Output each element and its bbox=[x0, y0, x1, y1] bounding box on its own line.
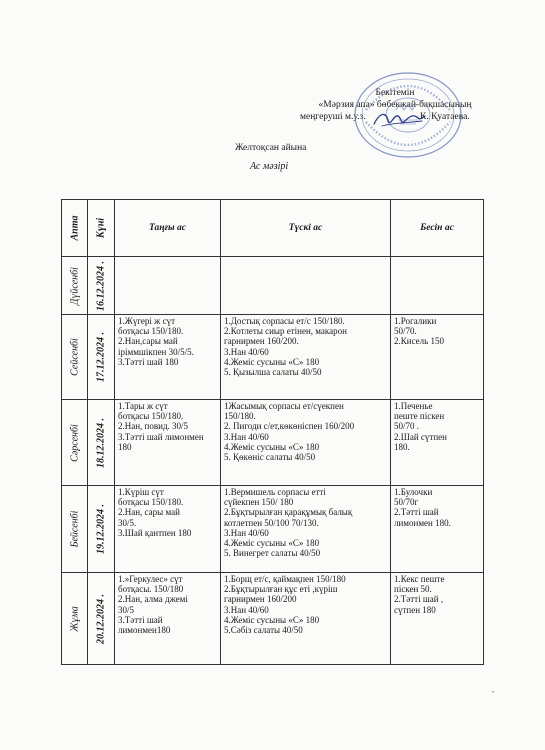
scan-speck: • bbox=[492, 690, 495, 696]
lunch-item: 2. Пигоди с/ет,көкөніспен 160/200 bbox=[224, 421, 355, 432]
breakfast-item: 3.Тәтті шай 180 bbox=[118, 356, 179, 367]
snack-item: 50/70. bbox=[394, 326, 417, 337]
header-week: Апта bbox=[62, 200, 88, 257]
lunch-cell bbox=[221, 573, 391, 665]
lunch-item: 150/180. bbox=[224, 411, 256, 422]
snack-item: 180. bbox=[394, 441, 410, 452]
lunch-item: 1.Достық сорпасы ет/с 150/180. bbox=[224, 316, 345, 326]
lunch-item: 5. Винегрет салаты 40/50 bbox=[224, 548, 321, 559]
breakfast-item: 30/5. bbox=[118, 517, 137, 528]
date-cell bbox=[88, 400, 115, 486]
snack-item: 50/70 . bbox=[394, 421, 420, 432]
approval-line1: Бекітемін bbox=[375, 88, 415, 98]
snack-cell bbox=[391, 400, 484, 486]
weekday-label: Дүйсенбі bbox=[69, 266, 80, 305]
lunch-cell bbox=[221, 315, 391, 400]
breakfast-item: іріммшікпен 30/5/5. bbox=[118, 346, 194, 357]
header-snack: Бесін ас bbox=[391, 200, 484, 257]
date-label: 19.12.2024 . bbox=[95, 504, 107, 554]
menu-title: Ас мәзірі bbox=[250, 161, 289, 172]
snack-item: лимонмен 180. bbox=[394, 517, 451, 528]
breakfast-item: 3.Шай қантпен 180 bbox=[118, 527, 192, 538]
approval-line3 bbox=[270, 111, 520, 123]
breakfast-item: 1.»Геркулес» сүт bbox=[118, 574, 183, 584]
menu-table bbox=[61, 199, 484, 665]
breakfast-item: 3.Тәтті шай bbox=[118, 614, 163, 625]
lunch-item: 5. Қөкөніс салаты 40/50 bbox=[224, 452, 316, 463]
lunch-item: 1Жасымық сорпасы ет/сүекпен bbox=[224, 401, 344, 411]
weekday-label: Жұма bbox=[69, 605, 80, 632]
weekday-cell bbox=[62, 400, 88, 486]
lunch-item: 1.Борщ ет/с, қаймақпен 150/180 bbox=[224, 574, 346, 584]
lunch-item: 3.Нан 40/60 bbox=[224, 346, 269, 357]
breakfast-item: 2.Нан, алма джемі bbox=[118, 594, 188, 605]
snack-item: пеште піскен bbox=[394, 411, 445, 422]
header-breakfast: Таңғы ас bbox=[115, 200, 221, 257]
lunch-item: 4.Жеміс сусыны «С» 180 bbox=[224, 356, 320, 367]
breakfast-item: 180 bbox=[118, 441, 132, 452]
snack-item: 50/70г bbox=[394, 497, 419, 508]
breakfast-item: ботқасы 150/180. bbox=[118, 497, 184, 508]
snack-item: 1.Рогалики bbox=[394, 316, 437, 326]
weekday-label: Бейсенбі bbox=[69, 510, 80, 548]
lunch-item: гарнирмен 160/200. bbox=[224, 336, 299, 347]
breakfast-item: лимонмен180 bbox=[118, 625, 171, 636]
table-row bbox=[62, 486, 484, 573]
table-row bbox=[62, 400, 484, 486]
snack-cell bbox=[391, 257, 484, 315]
table-row bbox=[62, 315, 484, 400]
breakfast-cell bbox=[115, 486, 221, 573]
date-cell bbox=[88, 573, 115, 665]
lunch-item: 5.Сәбіз салаты 40/50 bbox=[224, 625, 303, 636]
lunch-item: 3.Нан 40/60 bbox=[224, 604, 269, 615]
weekday-cell bbox=[62, 573, 88, 665]
table-row bbox=[62, 573, 484, 665]
snack-item: 1.Булочки bbox=[394, 487, 433, 497]
date-label: 20.12.2024 . bbox=[95, 593, 107, 644]
header-row bbox=[62, 200, 484, 257]
breakfast-item: ботқасы 150/180. bbox=[118, 326, 184, 337]
lunch-item: 4.Жеміс сусыны «С» 180 bbox=[224, 441, 320, 452]
breakfast-cell bbox=[115, 400, 221, 486]
date-label: 17.12.2024 . bbox=[95, 332, 107, 382]
snack-item: 2.Тәтті шай bbox=[394, 507, 439, 518]
lunch-item: 2.Бұқтырылған қарақұмық балық bbox=[224, 507, 353, 518]
breakfast-item: 3.Тәтті шай лимонмен bbox=[118, 431, 204, 442]
date-label: 18.12.2024 . bbox=[95, 417, 107, 468]
lunch-item: 2.Бұқтырылған құс еті ,күріш bbox=[224, 584, 338, 595]
breakfast-item: 1.Тары ж сүт bbox=[118, 401, 168, 411]
header-lunch: Түскі ас bbox=[221, 200, 391, 257]
snack-item: 1.Кекс пеште bbox=[394, 574, 445, 584]
approval-block bbox=[270, 87, 520, 123]
breakfast-item: ботқасы 150/180. bbox=[118, 411, 184, 422]
date-cell bbox=[88, 486, 115, 573]
menu-body bbox=[62, 257, 484, 665]
breakfast-item: 1.Күріш сүт bbox=[118, 487, 164, 497]
breakfast-item: 2.Нан, повид. 30/5 bbox=[118, 421, 189, 432]
snack-cell bbox=[391, 315, 484, 400]
date-cell bbox=[88, 315, 115, 400]
approval-name: К. Қуатаева. bbox=[420, 112, 470, 122]
lunch-item: гарнирмен 160/200 bbox=[224, 594, 297, 605]
snack-item: 2.Тәтті шай , bbox=[394, 594, 444, 605]
breakfast-cell bbox=[115, 573, 221, 665]
breakfast-cell bbox=[115, 257, 221, 315]
breakfast-item: ботқасы. 150/180 bbox=[118, 584, 184, 595]
weekday-label: Сейсенбі bbox=[69, 338, 80, 376]
lunch-item: котлетпен 50/100 70/130. bbox=[224, 517, 319, 528]
lunch-cell bbox=[221, 257, 391, 315]
date-label: 16.12.2024 . bbox=[95, 260, 107, 311]
lunch-item: 3.Нан 40/60 bbox=[224, 527, 269, 538]
snack-item: сүтпен 180 bbox=[394, 604, 436, 615]
lunch-item: 4.Жеміс сусыны «С» 180 bbox=[224, 538, 320, 549]
snack-item: 2.Кисель 150 bbox=[394, 336, 445, 347]
approval-line2: «Мәрзия апа» бөбекжай-бақшасының bbox=[318, 100, 472, 110]
approval-role: меңгеруші м.у.з. bbox=[300, 112, 366, 122]
lunch-cell bbox=[221, 486, 391, 573]
snack-cell bbox=[391, 573, 484, 665]
lunch-item: 1.Вермишель сорпасы етті bbox=[224, 487, 326, 497]
header-day: Күні bbox=[88, 200, 115, 257]
breakfast-item: 2.Нан, сары май bbox=[118, 507, 180, 518]
lunch-item: 4.Жеміс сусыны «С» 180 bbox=[224, 614, 320, 625]
date-cell bbox=[88, 257, 115, 315]
lunch-item: 3.Нан 40/60 bbox=[224, 431, 269, 442]
snack-cell bbox=[391, 486, 484, 573]
lunch-item: сүйекпен 150/ 180 bbox=[224, 497, 294, 508]
weekday-cell bbox=[62, 486, 88, 573]
breakfast-item: 1.Жүгері ж сүт bbox=[118, 316, 176, 326]
weekday-cell bbox=[62, 315, 88, 400]
breakfast-item: 2.Нан,сары май bbox=[118, 336, 178, 347]
snack-item: піскен 50. bbox=[394, 584, 432, 595]
table-row bbox=[62, 257, 484, 315]
lunch-item: 2.Котлеты сиыр етінен, макарон bbox=[224, 326, 347, 337]
weekday-label: Сәрсенбі bbox=[69, 423, 80, 462]
breakfast-item: 30/5 bbox=[118, 604, 135, 615]
weekday-cell bbox=[62, 257, 88, 315]
lunch-item: 5. Қызылша салаты 40/50 bbox=[224, 367, 322, 378]
snack-item: 1.Печенье bbox=[394, 401, 433, 411]
snack-item: 2.Шай сүтпен bbox=[394, 431, 447, 442]
lunch-cell bbox=[221, 400, 391, 486]
month-label: Желтоқсан айына bbox=[235, 143, 307, 153]
breakfast-cell bbox=[115, 315, 221, 400]
